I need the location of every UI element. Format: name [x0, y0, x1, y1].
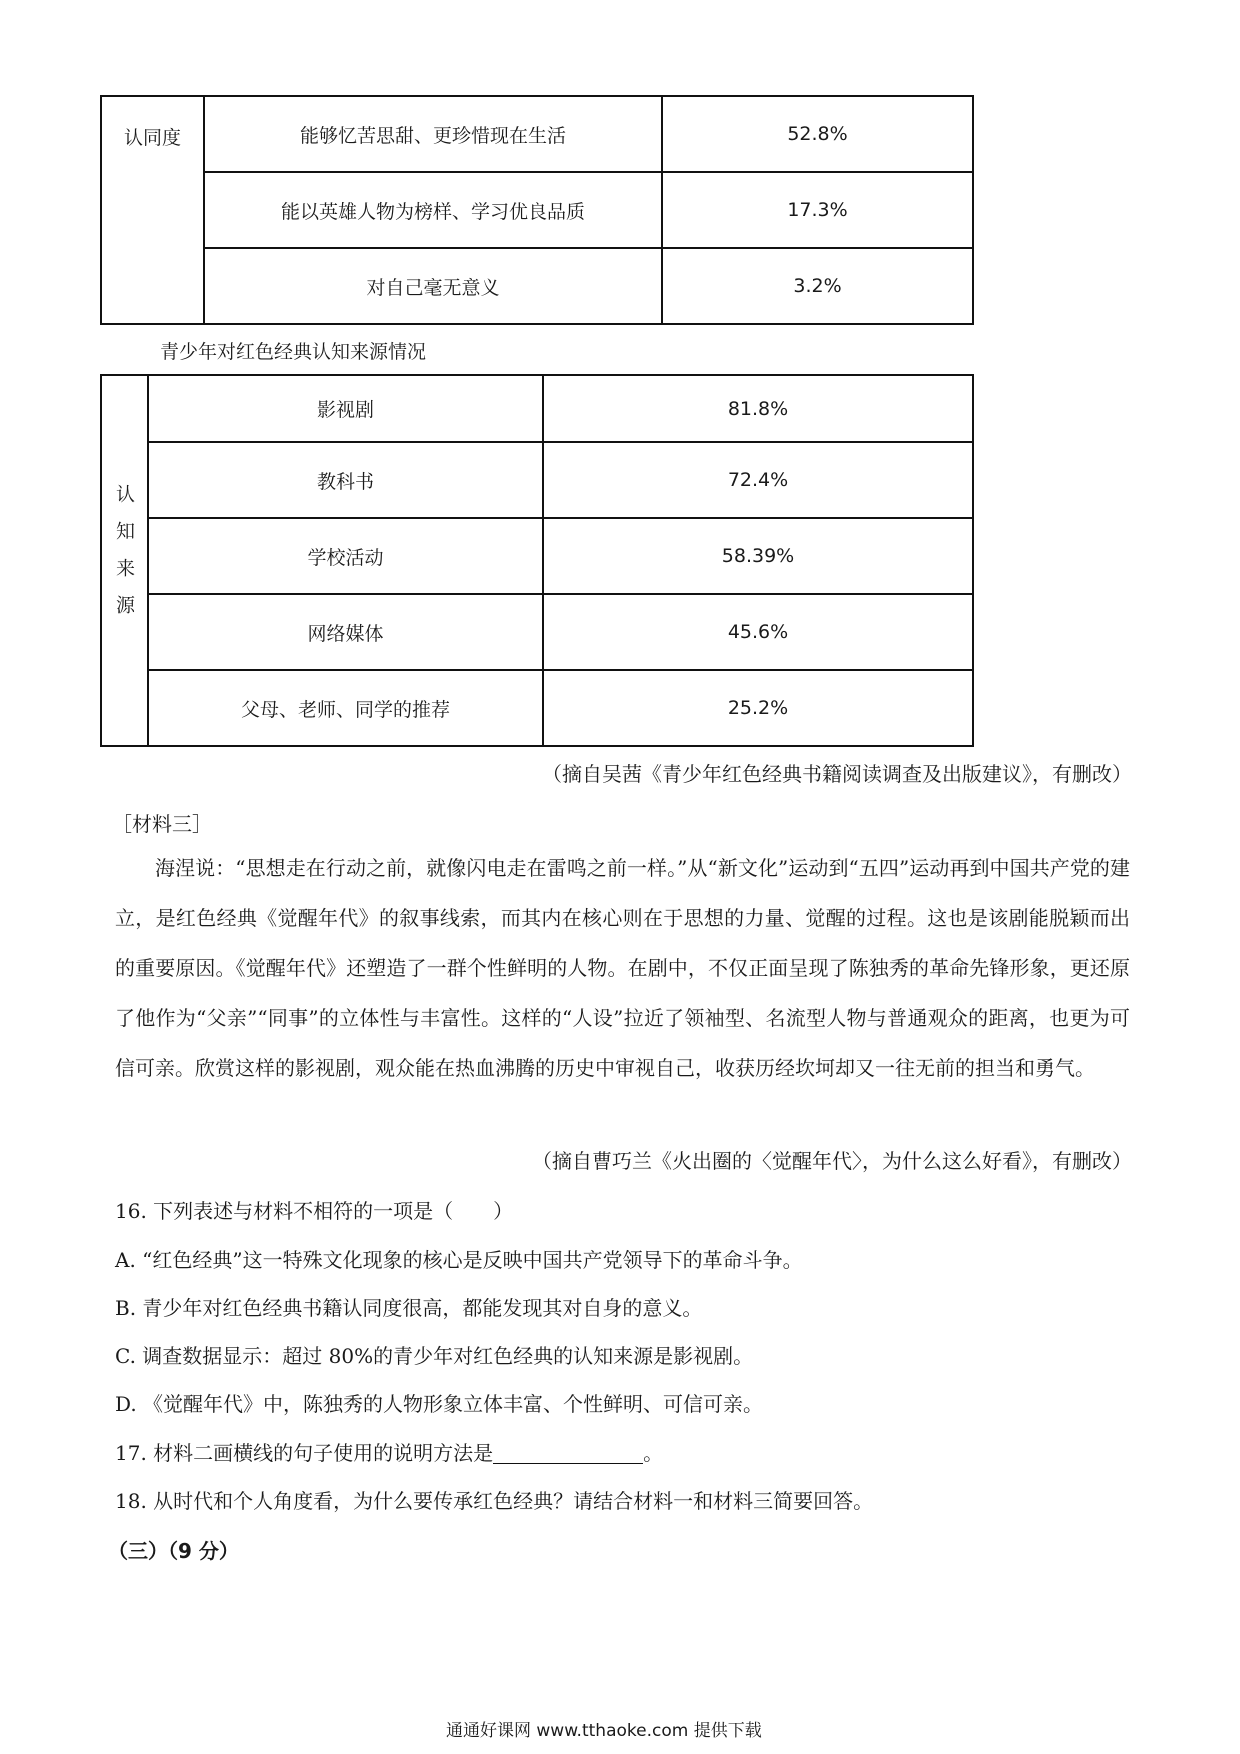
table-cell: 81.8% [543, 375, 973, 442]
table-cell: 学校活动 [148, 518, 543, 594]
material-paragraph: 海涅说：“思想走在行动之前，就像闪电走在雷鸣之前一样。”从“新文化”运动到“五四”运动再到中国共产党的建立，是红色经典《觉醒年代》的叙事线索，而其内在核心则在于思想的力量、觉醒的过程。这也是该剧能脱颖而出的重要原因。《觉醒年代》还塑造了一群个性鲜明的人物。在剧中，不仅正面呈现了陈独秀的革命先锋形象，更还原了他作为“父亲”“同事”的立体性与丰富性。这样的“人设”拉近了领袖型、名流型人物与普通观众的距离，也更为可信可亲。欣赏这样的影视剧，观众能在热血沸腾的历史中审视自己，收获历经坎坷却又一往无前的担当和勇气。 [115, 856, 1130, 1080]
option-b: B. 青少年对红色经典书籍认同度很高，都能发现其对自身的意义。 [115, 1296, 703, 1320]
option-c: C. 调查数据显示：超过 80%的青少年对红色经典的认知来源是影视剧。 [115, 1344, 754, 1368]
table-cell: 能够忆苦思甜、更珍惜现在生活 [204, 96, 662, 172]
table-cell: 对自己毫无意义 [204, 248, 662, 324]
source-citation: （摘自曹巧兰《火出圈的〈觉醒年代〉，为什么这么好看》，有删改） [532, 1149, 1132, 1173]
answer-blank [493, 1443, 643, 1464]
option-a: A. “红色经典”这一特殊文化现象的核心是反映中国共产党领导下的革命斗争。 [115, 1248, 803, 1272]
table-cell: 72.4% [543, 442, 973, 518]
source-group-label: 认知来源 [101, 375, 148, 746]
option-d: D. 《觉醒年代》中，陈独秀的人物形象立体丰富、个性鲜明、可信可亲。 [115, 1392, 764, 1416]
table-cell: 3.2% [662, 248, 973, 324]
question-17 [115, 1437, 663, 1466]
table-cell: 45.6% [543, 594, 973, 670]
table-cell: 52.8% [662, 96, 973, 172]
table-cell: 影视剧 [148, 375, 543, 442]
approval-table [100, 95, 974, 325]
table-cell: 教科书 [148, 442, 543, 518]
section-heading: （三）（9 分） [108, 1539, 239, 1563]
question-17-text: 17. 材料二画横线的句子使用的说明方法是 [115, 1441, 494, 1465]
question-18: 18. 从时代和个人角度看，为什么要传承红色经典？请结合材料一和材料三简要回答。 [115, 1489, 874, 1513]
question-17-end: 。 [643, 1441, 664, 1465]
table-caption: 青少年对红色经典认知来源情况 [160, 341, 427, 363]
material-heading: ［材料三］ [112, 812, 212, 836]
approval-group-label: 认同度 [101, 96, 204, 324]
table-cell: 能以英雄人物为榜样、学习优良品质 [204, 172, 662, 248]
table-cell: 网络媒体 [148, 594, 543, 670]
cognition-source-table [100, 374, 974, 747]
page-footer: 通通好课网 www.tthaoke.com 提供下载 [446, 1721, 762, 1741]
table-cell: 父母、老师、同学的推荐 [148, 670, 543, 746]
table-cell: 17.3% [662, 172, 973, 248]
question-16: 16. 下列表述与材料不相符的一项是（ ） [115, 1199, 514, 1223]
table-cell: 25.2% [543, 670, 973, 746]
source-citation: （摘自吴茜《青少年红色经典书籍阅读调查及出版建议》，有删改） [542, 762, 1132, 786]
table-cell: 58.39% [543, 518, 973, 594]
